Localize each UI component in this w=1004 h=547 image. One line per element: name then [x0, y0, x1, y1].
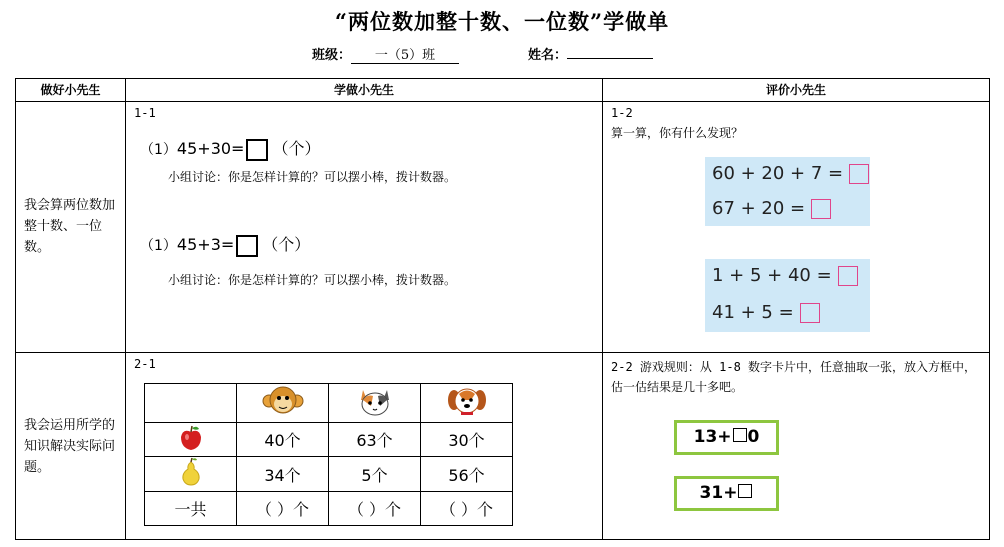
discussion-2: 小组讨论：你是怎样计算的？可以摆小棒，拨计数器。 — [168, 273, 457, 287]
row2-right-cell — [603, 353, 990, 539]
table-row — [145, 423, 513, 457]
discussion-1: 小组讨论：你是怎样计算的？可以摆小棒，拨计数器。 — [168, 170, 457, 184]
q2-unit: （个） — [262, 235, 311, 254]
row1-objective: 我会算两位数加整十数、一位数。 — [24, 198, 116, 255]
question-1 — [140, 136, 320, 161]
answer-box[interactable] — [236, 235, 258, 257]
class-value[interactable]: 一（5）班 — [351, 44, 459, 64]
cat-icon — [329, 384, 421, 423]
answer-cell[interactable]: （ ）个 — [329, 492, 421, 526]
total-label: 一共 — [145, 492, 237, 526]
section-id-1-1: 1-1 — [134, 106, 156, 120]
q1-unit: （个） — [272, 139, 321, 158]
game-card-2: 31+ — [674, 476, 779, 511]
row1-middle-cell — [126, 102, 602, 352]
answer-box[interactable] — [849, 164, 869, 184]
table-cell: 56个 — [421, 457, 513, 492]
monkey-icon — [237, 384, 329, 423]
name-field — [528, 44, 653, 63]
name-label: 姓名： — [528, 48, 568, 63]
equation-4: 41 + 5 = — [712, 302, 820, 323]
equation-1: 60 + 20 + 7 = — [712, 163, 869, 184]
table-cell: 5个 — [329, 457, 421, 492]
fruit-table — [144, 383, 513, 526]
page-title: “两位数加整十数、一位数”学做单 — [334, 9, 670, 34]
equation-2: 67 + 20 = — [712, 198, 831, 219]
question-2 — [140, 232, 310, 257]
pear-icon — [145, 457, 237, 492]
table-cell: 40个 — [237, 423, 329, 457]
row2-objective: 我会运用所学的知识解决实际问题。 — [24, 418, 116, 475]
q2-number: （1） — [140, 238, 177, 254]
answer-cell[interactable]: （ ）个 — [237, 492, 329, 526]
section-id-2-1: 2-1 — [134, 357, 156, 371]
class-field — [312, 44, 459, 64]
dog-icon — [421, 384, 513, 423]
q2-expression: 45+3= — [176, 235, 235, 254]
prompt: 算一算，你有什么发现？ — [611, 126, 744, 140]
row2-middle-cell — [126, 353, 602, 539]
worksheet-table — [15, 78, 990, 540]
answer-box[interactable] — [811, 199, 831, 219]
header-col2: 学做小先生 — [333, 83, 394, 97]
answer-box[interactable] — [800, 303, 820, 323]
game-card-1: 13+ 0 — [674, 420, 779, 455]
table-row — [145, 457, 513, 492]
q1-number: （1） — [140, 142, 177, 158]
header-col1: 做好小先生 — [40, 83, 101, 97]
apple-icon — [145, 423, 237, 457]
row1-right-cell — [603, 102, 990, 352]
table-row — [145, 492, 513, 526]
equation-panel-1 — [705, 157, 870, 226]
table-cell: 30个 — [421, 423, 513, 457]
answer-box[interactable] — [838, 266, 858, 286]
answer-box[interactable] — [738, 484, 752, 498]
name-value[interactable] — [567, 58, 653, 59]
header-col3: 评价小先生 — [765, 83, 826, 97]
game-rules: 2-2 游戏规则：从 1-8 数字卡片中，任意抽取一张，放入方框中，估一估结果是几十多吧。 — [611, 360, 977, 394]
table-cell: 34个 — [237, 457, 329, 492]
class-label: 班级： — [312, 48, 352, 63]
table-cell: 63个 — [329, 423, 421, 457]
answer-cell[interactable]: （ ）个 — [421, 492, 513, 526]
answer-box[interactable] — [246, 139, 268, 161]
equation-panel-2 — [705, 259, 870, 332]
section-id-1-2: 1-2 — [611, 106, 633, 120]
q1-expression: 45+30= — [176, 139, 245, 158]
table-row — [145, 384, 513, 423]
answer-box[interactable] — [733, 428, 747, 442]
equation-3: 1 + 5 + 40 = — [712, 265, 858, 286]
